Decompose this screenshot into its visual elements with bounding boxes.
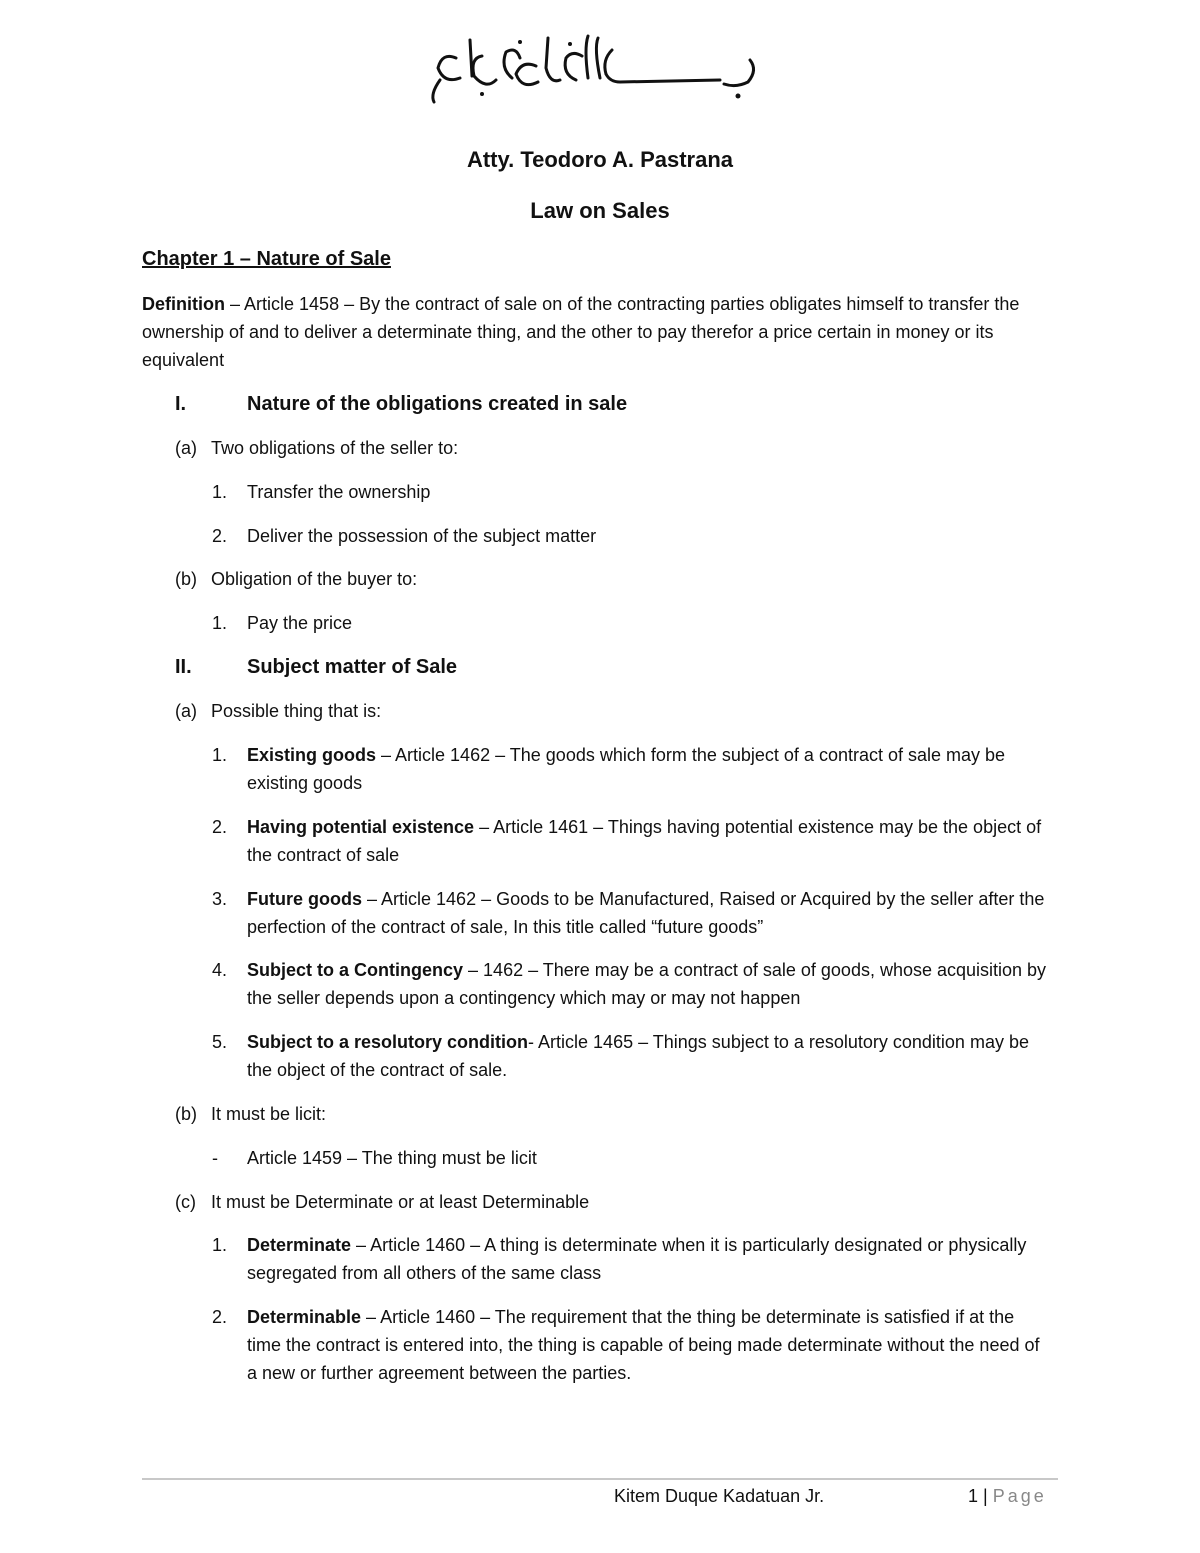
- page-number: 1: [968, 1486, 979, 1506]
- list-item-text: [247, 885, 1047, 941]
- definition-text: – Article 1458 – By the contract of sale on of the contracting parties obligates himself to transfer the ownership of and to deliver a determinate thing, and the other to pay therefor a price certain in money or its equivalent: [142, 294, 1020, 370]
- list-item-text: [247, 813, 1047, 869]
- list-item-label: Having potential existence: [247, 817, 475, 837]
- list-item-text: Article 1459 – The thing must be licit: [247, 1148, 537, 1168]
- list-item-number: 4.: [212, 960, 228, 980]
- list-item-text: [247, 1303, 1047, 1387]
- chapter-heading: Chapter 1 – Nature of Sale: [142, 248, 391, 270]
- subsection-text: It must be Determinate or at least Determinable: [211, 1192, 590, 1212]
- list-item-body: – Article 1462 – The goods which form the subject of a contract of sale may be existing goods: [247, 745, 1006, 793]
- list-item-text: Transfer the ownership: [247, 482, 431, 502]
- list-item-text: [247, 1231, 1047, 1287]
- list-item-dash: -: [212, 1148, 218, 1168]
- list-item-number: 5.: [212, 1032, 228, 1052]
- list-item-body: – Article 1462 – Goods to be Manufactured, Raised or Acquired by the seller after the perfection of the contract of sale, In this title called “future goods”: [247, 889, 1045, 937]
- subsection-mark: (a): [175, 438, 197, 458]
- page-separator: |: [983, 1486, 988, 1506]
- section-1-heading: Nature of the obligations created in sale: [247, 393, 628, 415]
- document-author: Atty. Teodoro A. Pastrana: [466, 147, 734, 172]
- subsection-mark: (a): [175, 701, 197, 721]
- basmala-calligraphy: [420, 30, 770, 105]
- list-item-body: – Article 1460 – The requirement that the thing be determinate is satisfied if at the time the contract is entered into, the thing is capable of being made determinate without the need of a new or further agreement between the parties.: [247, 1307, 1040, 1383]
- list-item-label: Existing goods: [247, 745, 377, 765]
- list-item-label: Determinable: [247, 1307, 362, 1327]
- list-item-number: 1.: [212, 613, 228, 633]
- list-item-number: 3.: [212, 889, 228, 909]
- list-item-number: 1.: [212, 482, 228, 502]
- definition-paragraph: [142, 290, 1042, 374]
- subsection-text: Possible thing that is:: [211, 701, 382, 721]
- list-item-body: – Article 1461 – Things having potential existence may be the object of the contract of sale: [247, 817, 1042, 865]
- subsection-text: Two obligations of the seller to:: [211, 438, 459, 458]
- subsection-mark: (b): [175, 1104, 197, 1124]
- list-item-text: [247, 741, 1047, 797]
- list-item-body: – Article 1460 – A thing is determinate when it is particularly designated or physically segregated from all others of the same class: [247, 1235, 1027, 1283]
- list-item-text: Deliver the possession of the subject matter: [247, 526, 597, 546]
- footer-page-number: [968, 1486, 1047, 1507]
- list-item-label: Determinate: [247, 1235, 352, 1255]
- list-item-label: Subject to a Contingency: [247, 960, 464, 980]
- list-item-label: Future goods: [247, 889, 362, 909]
- list-item-body: - Article 1465 – Things subject to a resolutory condition may be the object of the contract of sale.: [247, 1032, 1029, 1080]
- subsection-text: It must be licit:: [211, 1104, 327, 1124]
- section-2-numeral: II.: [175, 656, 192, 678]
- list-item-body: – 1462 – There may be a contract of sale of goods, whose acquisition by the seller depends upon a contingency which may or may not happen: [247, 960, 1047, 1008]
- definition-label: Definition: [142, 294, 225, 314]
- page-label: Page: [992, 1486, 1047, 1506]
- list-item-number: 2.: [212, 526, 228, 546]
- section-2-heading: Subject matter of Sale: [247, 656, 458, 678]
- section-1-numeral: I.: [175, 393, 187, 415]
- list-item-text: [247, 956, 1047, 1012]
- subsection-mark: (c): [175, 1192, 196, 1212]
- footer-author: Kitem Duque Kadatuan Jr.: [614, 1486, 825, 1506]
- document-title: Law on Sales: [530, 198, 670, 223]
- list-item-text: Pay the price: [247, 613, 353, 633]
- list-item-number: 1.: [212, 745, 228, 765]
- list-item-number: 2.: [212, 1307, 228, 1327]
- list-item-number: 2.: [212, 817, 228, 837]
- subsection-mark: (b): [175, 569, 197, 589]
- list-item-label: Subject to a resolutory condition: [247, 1032, 529, 1052]
- footer-divider: [142, 1478, 1058, 1480]
- list-item-number: 1.: [212, 1235, 228, 1255]
- subsection-text: Obligation of the buyer to:: [211, 569, 418, 589]
- list-item-text: [247, 1028, 1047, 1084]
